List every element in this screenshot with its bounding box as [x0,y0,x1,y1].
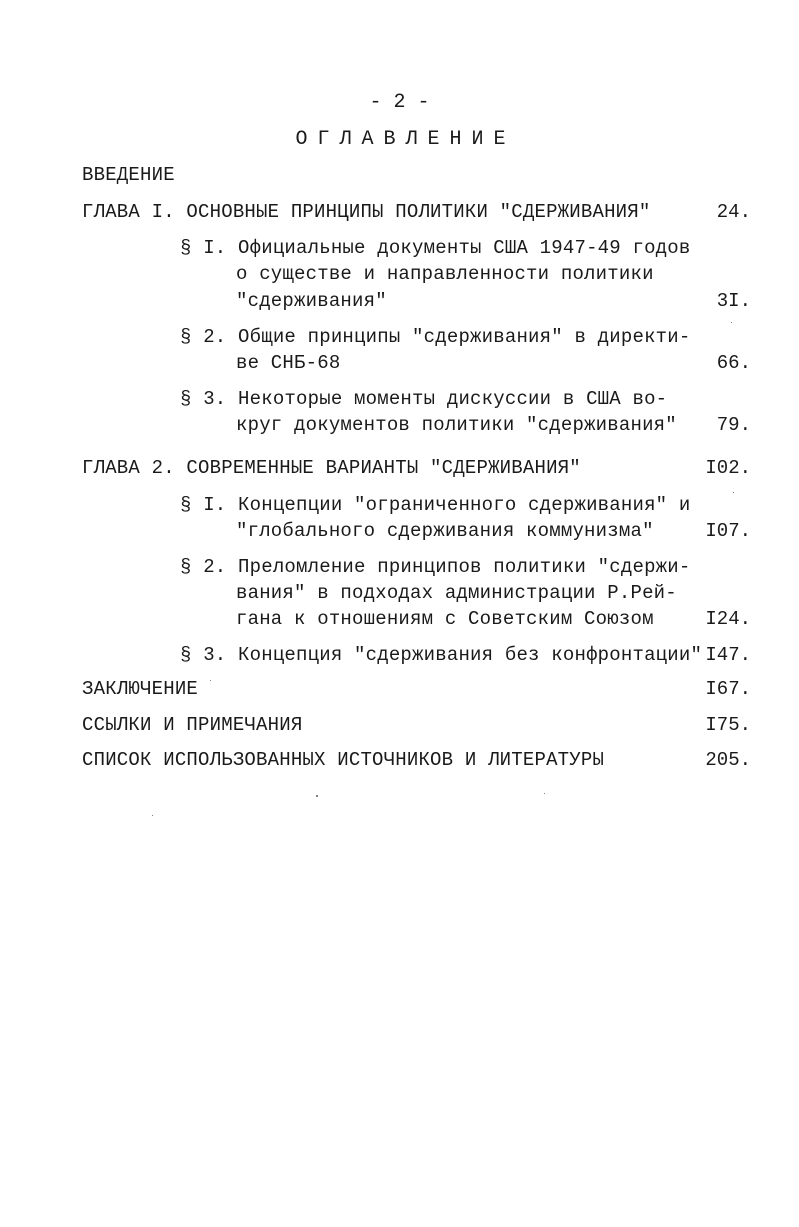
toc-page-ch2-section-1: I07. [705,520,751,542]
scan-speck [210,680,211,681]
toc-entry-ch1-section-1-line-3: "сдерживания" [236,290,387,312]
toc-entry-chapter-1: ГЛАВА I. ОСНОВНЫЕ ПРИНЦИПЫ ПОЛИТИКИ "СДЕРЖИВАНИЯ" [82,201,651,223]
toc-page-chapter-1: 24. [716,201,751,223]
toc-entry-ch1-section-1-line-2: о существе и направленности политики [236,263,654,285]
scan-speck [316,795,318,797]
toc-page-ch1-section-3: 79. [716,414,751,436]
page-number: - 2 - [369,91,430,114]
toc-entry-ch2-section-1-line-2: "глобального сдерживания коммунизма" [236,520,654,542]
toc-entry-ch1-section-2-line-2: ве СНБ-68 [236,352,341,374]
page-title: ОГЛАВЛЕНИЕ [295,128,516,151]
toc-entry-ch1-section-3-line-2: круг документов политики "сдерживания" [236,414,677,436]
toc-entry-notes: ССЫЛКИ И ПРИМЕЧАНИЯ [82,714,303,736]
toc-page-ch1-section-1: 3I. [716,290,751,312]
toc-entry-ch2-section-2-line-3: гана к отношениям с Советским Союзом [236,608,654,630]
toc-entry-ch2-section-2-line-1: § 2. Преломление принципов политики "сдержи- [180,556,691,578]
toc-page-ch1-section-2: 66. [716,352,751,374]
toc-entry-chapter-2: ГЛАВА 2. СОВРЕМЕННЫЕ ВАРИАНТЫ "СДЕРЖИВАНИЯ" [82,457,581,479]
toc-entry-intro: ВВЕДЕНИЕ [82,164,175,186]
toc-page-ch2-section-2: I24. [705,608,751,630]
toc-page-notes: I75. [705,714,751,736]
toc-page-conclusion: I67. [705,678,751,700]
toc-entry-ch2-section-2-line-2: вания" в подходах администрации Р.Рей- [236,582,677,604]
toc-page-ch2-section-3: I47. [705,644,751,666]
toc-entry-ch2-section-3: § 3. Концепция "сдерживания без конфронтации" [180,644,703,666]
toc-entry-ch1-section-1-line-1: § I. Официальные документы США 1947-49 годов [180,237,691,259]
scan-speck [731,322,732,323]
toc-entry-conclusion: ЗАКЛЮЧЕНИЕ [82,678,199,700]
toc-entry-ch1-section-2-line-1: § 2. Общие принципы "сдерживания" в директи- [180,326,691,348]
scan-speck [733,492,734,493]
scan-speck [152,815,153,816]
toc-entry-ch2-section-1-line-1: § I. Концепции "ограниченного сдерживания" и [180,494,691,516]
toc-entry-ch1-section-3-line-1: § 3. Некоторые моменты дискуссии в США во- [180,388,668,410]
toc-page-sources: 205. [705,749,751,771]
toc-page-chapter-2: I02. [705,457,751,479]
scan-speck [544,793,545,794]
toc-entry-sources: СПИСОК ИСПОЛЬЗОВАННЫХ ИСТОЧНИКОВ И ЛИТЕРАТУРЫ [82,749,605,771]
